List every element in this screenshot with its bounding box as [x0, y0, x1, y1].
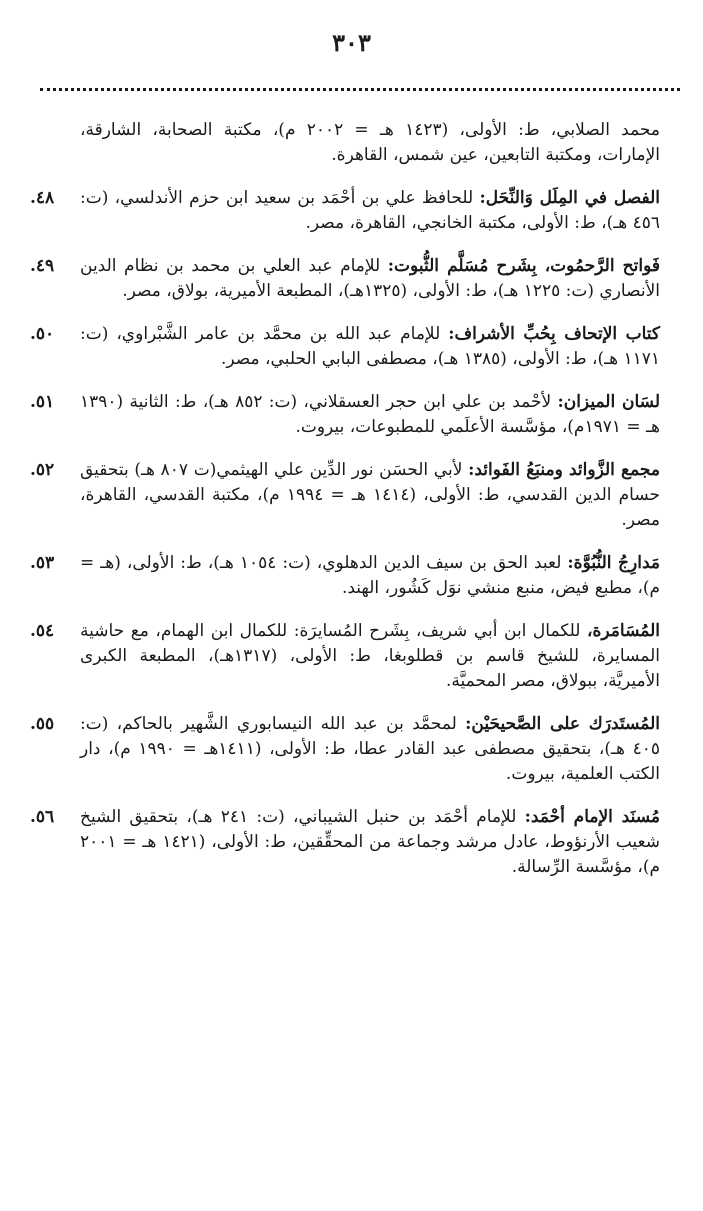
entry-body: للكمال ابن أبي شريف، بِشَرح المُسايرَة: للكمال ابن الهمام، مع حاشية المسايرة، للشيخ قاسم بن قطلوبغا، ط: الأولى، (١٣١٧هـ)، المطبعة الكبرى الأميريَّة، ببولاق، مصر المحميَّة. — [80, 621, 660, 691]
entry-text — [80, 458, 660, 533]
entry-body: لأحْمد بن علي ابن حجر العسقلاني، (ت: ٨٥٢ هـ)، ط: الثانية (١٣٩٠ هـ = ١٩٧١م)، مؤسَّسة الأعلَمي للمطبوعات، بيروت. — [80, 392, 660, 437]
entry-text — [80, 619, 660, 694]
page-number: ٣٠٣ — [332, 28, 371, 57]
entry-body: للإمام عبد الله بن محمَّد بن عامر الشَّبْراوي، (ت: ١١٧١ هـ)، ط: الأولى، (١٣٨٥ هـ)، مصطفى البابي الحلبي، مصر. — [80, 324, 660, 369]
entry-number: ٥٢. — [30, 460, 55, 480]
entry-body: لعبد الحق بن سيف الدين الدهلوي، (ت: ١٠٥٤ هـ)، ط: الأولى، (هـ = م)، مطبع فيض، منبع منشي نوَل كَشُور، الهند. — [80, 553, 660, 598]
entry-number: ٥١. — [30, 392, 55, 412]
entry-text — [80, 712, 660, 787]
entry-number: ٥٤. — [30, 621, 55, 641]
entry-number: ٥٥. — [30, 714, 55, 734]
bibliography-entry — [30, 186, 660, 236]
entry-title: مَدارِجُ النُّبُوَّة: — [567, 553, 660, 573]
entry-title: فَواتح الرَّحمُوت، بِشَرح مُسَلَّم الثُّبوت: — [387, 256, 660, 276]
entry-body: للحافظ علي بن أحْمَد بن سعيد ابن حزم الأندلسي، (ت: ٤٥٦ هـ)، ط: الأولى، مكتبة الخانجي، القاهرة، مصر. — [80, 188, 660, 233]
bibliography-entry — [30, 458, 660, 533]
entry-body: للإمام أحْمَد بن حنبل الشيباني، (ت: ٢٤١ هـ)، بتحقيق الشيخ شعيب الأرنؤوط، عادل مرشد وجماعة من المحقِّقين، ط: الأولى، (١٤٢١ هـ = ٢٠٠١ م)، مؤسَّسة الرِّسالة. — [80, 807, 660, 877]
bibliography-entry — [30, 712, 660, 787]
entry-text — [80, 805, 660, 880]
bibliography-entry — [30, 254, 660, 304]
entry-body: محمد الصلابي، ط: الأولى، (١٤٢٣ هـ = ٢٠٠٢ م)، مكتبة الصحابة، الشارقة، الإمارات، ومكتبة التابعين، عين شمس، القاهرة. — [80, 120, 661, 165]
entry-text — [80, 254, 660, 304]
bibliography-entry — [30, 322, 660, 372]
entry-text — [80, 322, 660, 372]
bibliography-entry — [30, 619, 660, 694]
entry-title: لسَان الميزان: — [557, 392, 660, 412]
entry-title: مجمع الزَّوائد ومنبَعُ الفَوائد: — [468, 460, 660, 480]
entry-number: ٤٩. — [30, 256, 55, 276]
entry-title: مُسنَد الإمام أحْمَد: — [524, 807, 660, 827]
entry-text — [80, 551, 660, 601]
bibliography-entry — [30, 805, 660, 880]
entry-body: للإمام عبد العلي بن محمد بن نظام الدين الأنصاري (ت: ١٢٢٥ هـ)، ط: الأولى، (١٣٢٥هـ)، المطبعة الأميرية، بولاق، مصر. — [80, 256, 660, 301]
bibliography-entry — [40, 118, 660, 168]
bibliography-list — [30, 118, 661, 898]
entry-title: المُستَدرَك على الصَّحيحَيْن: — [465, 714, 660, 734]
entry-title: المُسَامَرة، — [587, 621, 660, 641]
entry-number: ٥٠. — [30, 324, 55, 344]
entry-title: الفصل في المِلَل وَالنِّحَل: — [479, 188, 660, 208]
entry-title: كتاب الإتحاف بِحُبِّ الأشراف: — [448, 324, 660, 344]
entry-number: ٤٨. — [30, 188, 55, 208]
entry-text — [80, 390, 660, 440]
header-divider — [40, 88, 680, 91]
entry-body: لمحمَّد بن عبد الله النيسابوري الشَّهير بالحاكم، (ت: ٤٠٥ هـ)، بتحقيق مصطفى عبد القادر عطا، ط: الأولى، (١٤١١هـ = ١٩٩٠ م)، دار الكتب العلمية، بيروت. — [80, 714, 660, 784]
entry-text — [80, 118, 660, 168]
entry-body: لأبي الحسَن نور الدِّين علي الهيثمي(ت ٨٠٧ هـ) بتحقيق حسام الدين القدسي، ط: الأولى، (١٤١٤ هـ = ١٩٩٤ م)، مكتبة القدسي، القاهرة، مصر. — [80, 460, 660, 530]
entry-text — [80, 186, 660, 236]
bibliography-entry — [30, 551, 660, 601]
entry-number: ٥٣. — [30, 553, 55, 573]
bibliography-entry — [30, 390, 660, 440]
entry-number: ٥٦. — [30, 807, 55, 827]
